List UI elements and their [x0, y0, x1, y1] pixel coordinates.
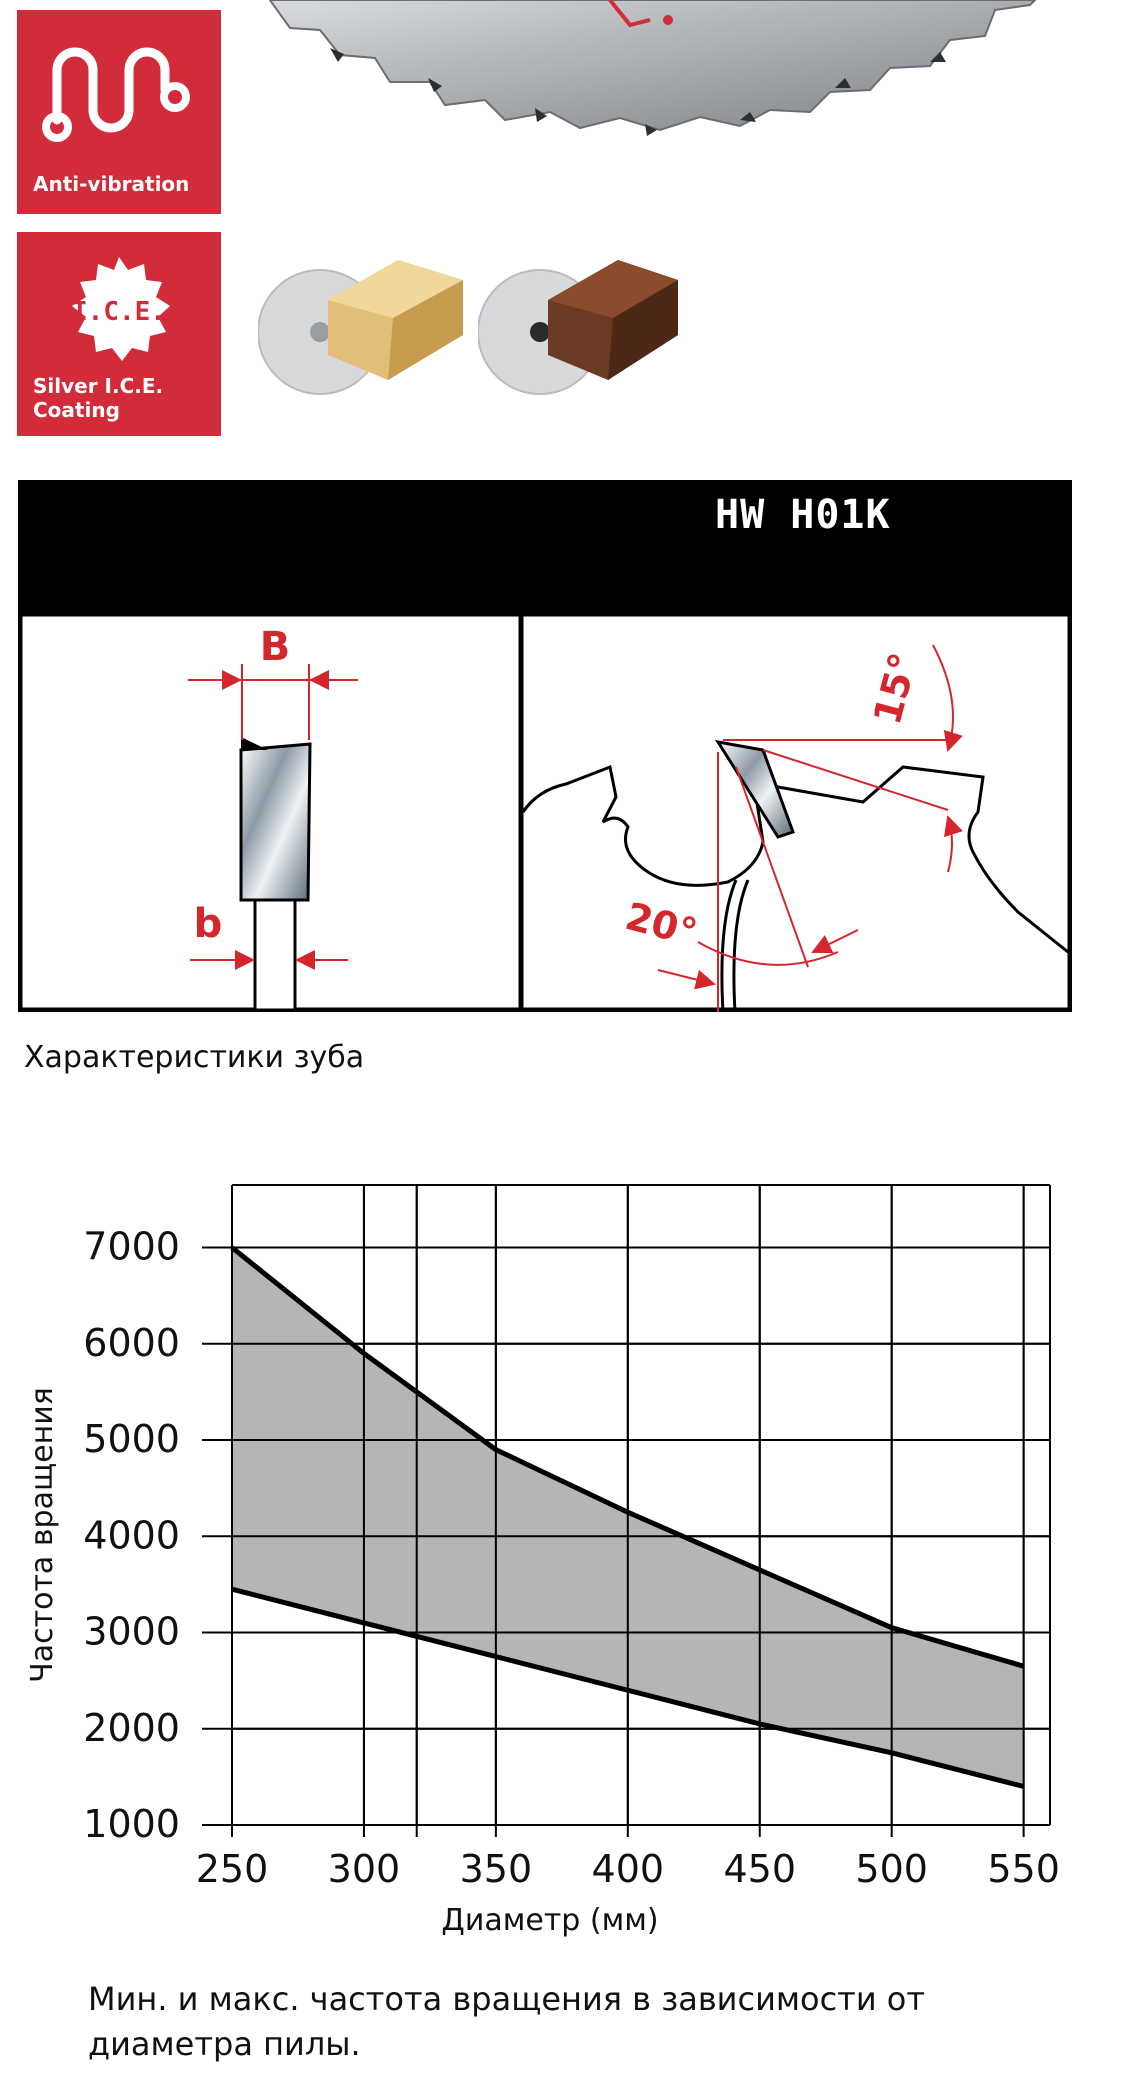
x-tick-label: 500	[855, 1847, 928, 1891]
badge-label-line1: Silver I.C.E.	[33, 374, 164, 398]
anti-vibration-badge	[17, 10, 221, 214]
badge-label-line2: Coating	[33, 398, 120, 422]
ice-seal-text: I.C.E.	[72, 297, 166, 327]
anti-vibration-wave-icon	[37, 35, 202, 145]
silver-ice-coating-badge	[17, 232, 221, 436]
y-tick-label: 1000	[83, 1802, 180, 1846]
y-axis-label: Частота вращения	[25, 1387, 60, 1683]
softwood-thumbnail	[258, 240, 468, 410]
x-axis-label: Диаметр (мм)	[441, 1903, 659, 1938]
saw-blade-image	[250, 0, 1050, 150]
tooth-spec-diagram	[18, 612, 1072, 1012]
rpm-diameter-chart	[0, 1160, 1125, 1940]
badge-label: Anti-vibration	[33, 172, 190, 196]
tooth-spec-header	[18, 480, 1072, 612]
kerf-label-lower: b	[193, 901, 223, 947]
tooth-spec-caption: Характеристики зуба	[24, 1040, 365, 1075]
x-tick-label: 250	[195, 1847, 269, 1891]
clearance-angle-label: 15°	[864, 648, 926, 730]
y-tick-label: 3000	[83, 1609, 180, 1654]
hardwood-thumbnail	[478, 240, 688, 410]
x-tick-label: 400	[591, 1847, 665, 1891]
x-tick-label: 450	[723, 1847, 797, 1891]
y-tick-label: 7000	[83, 1224, 180, 1269]
y-tick-label: 2000	[83, 1705, 180, 1750]
y-tick-label: 6000	[83, 1320, 180, 1365]
hook-angle-label: 20°	[620, 893, 702, 955]
ice-seal-icon	[62, 254, 177, 364]
tooth-type-title: HW H01K	[715, 492, 891, 538]
x-tick-label: 350	[459, 1847, 533, 1891]
x-tick-label: 550	[987, 1847, 1060, 1891]
y-tick-label: 4000	[83, 1513, 180, 1558]
y-tick-label: 5000	[83, 1417, 180, 1462]
kerf-label-upper: B	[259, 624, 291, 670]
chart-caption: Мин. и макс. частота вращения в зависимости от диаметра пилы.	[88, 1980, 925, 2063]
x-tick-label: 300	[327, 1847, 401, 1891]
